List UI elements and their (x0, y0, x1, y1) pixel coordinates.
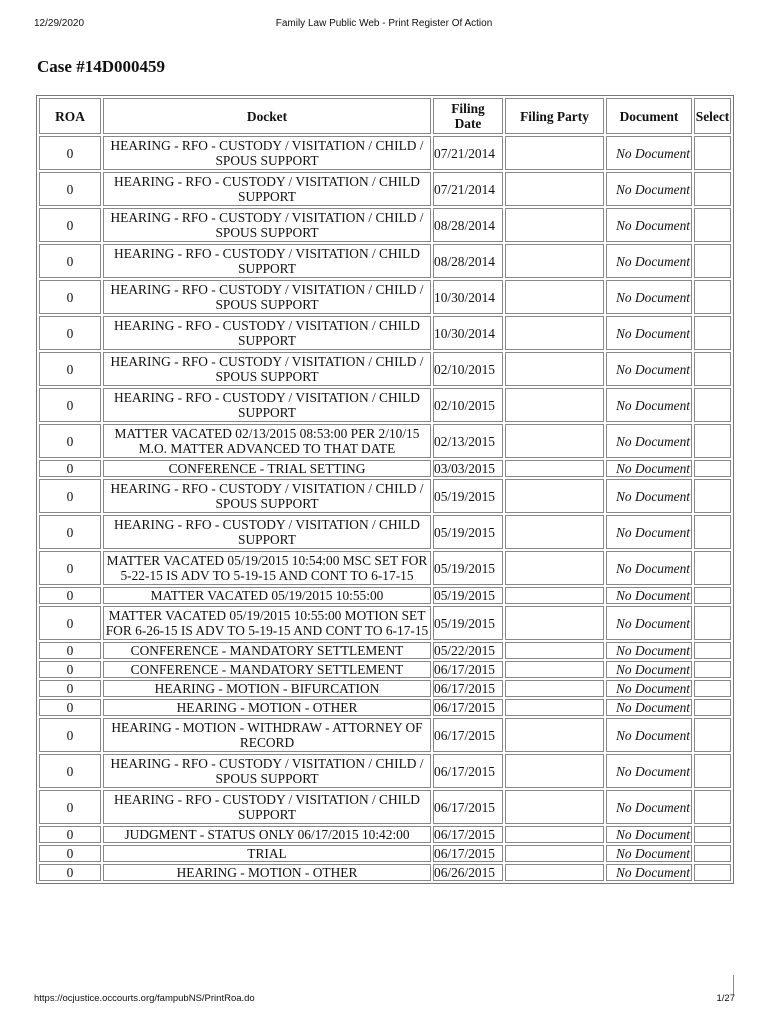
filing-party-cell (505, 136, 604, 170)
filing-date-cell: 08/28/2014 (433, 244, 503, 278)
filing-party-cell (505, 172, 604, 206)
print-header (0, 18, 768, 32)
roa-cell: 0 (39, 826, 101, 843)
table-row (39, 280, 731, 314)
filing-date-cell: 03/03/2015 (433, 460, 503, 477)
select-cell[interactable] (694, 661, 731, 678)
table-continuation-rule (733, 975, 734, 995)
filing-party-cell (505, 790, 604, 824)
document-cell: No Document (606, 699, 692, 716)
table-row (39, 316, 731, 350)
document-cell: No Document (606, 388, 692, 422)
roa-cell: 0 (39, 606, 101, 640)
filing-party-cell (505, 424, 604, 458)
filing-party-cell (505, 551, 604, 585)
document-cell: No Document (606, 352, 692, 386)
docket-cell: HEARING - RFO - CUSTODY / VISITATION / CHILD / SPOUS SUPPORT (103, 479, 431, 513)
filing-date-cell: 08/28/2014 (433, 208, 503, 242)
filing-party-cell (505, 208, 604, 242)
filing-date-cell: 05/22/2015 (433, 642, 503, 659)
filing-party-cell (505, 680, 604, 697)
table-row (39, 208, 731, 242)
docket-cell: HEARING - RFO - CUSTODY / VISITATION / CHILD SUPPORT (103, 388, 431, 422)
filing-date-cell: 06/17/2015 (433, 790, 503, 824)
select-cell[interactable] (694, 718, 731, 752)
docket-cell: HEARING - MOTION - OTHER (103, 699, 431, 716)
docket-cell: CONFERENCE - MANDATORY SETTLEMENT (103, 642, 431, 659)
docket-cell: HEARING - RFO - CUSTODY / VISITATION / CHILD SUPPORT (103, 244, 431, 278)
roa-cell: 0 (39, 718, 101, 752)
filing-party-cell (505, 388, 604, 422)
document-cell: No Document (606, 208, 692, 242)
filing-date-cell: 02/10/2015 (433, 388, 503, 422)
select-cell[interactable] (694, 515, 731, 549)
filing-date-cell: 05/19/2015 (433, 606, 503, 640)
roa-cell: 0 (39, 172, 101, 206)
filing-party-cell (505, 642, 604, 659)
document-cell: No Document (606, 642, 692, 659)
select-cell[interactable] (694, 424, 731, 458)
select-cell[interactable] (694, 244, 731, 278)
docket-cell: HEARING - MOTION - BIFURCATION (103, 680, 431, 697)
filing-party-cell (505, 845, 604, 862)
table-row (39, 424, 731, 458)
document-cell: No Document (606, 606, 692, 640)
table-row (39, 515, 731, 549)
filing-party-cell (505, 244, 604, 278)
filing-party-cell (505, 316, 604, 350)
table-row (39, 790, 731, 824)
filing-party-cell (505, 864, 604, 881)
roa-cell: 0 (39, 680, 101, 697)
print-title: Family Law Public Web - Print Register Of Action (275, 18, 493, 29)
roa-cell: 0 (39, 642, 101, 659)
filing-date-cell: 07/21/2014 (433, 136, 503, 170)
docket-cell: HEARING - RFO - CUSTODY / VISITATION / CHILD SUPPORT (103, 316, 431, 350)
table-row (39, 680, 731, 697)
filing-date-cell: 06/17/2015 (433, 699, 503, 716)
register-of-action-table (36, 95, 734, 884)
document-cell: No Document (606, 424, 692, 458)
table-row (39, 352, 731, 386)
select-cell[interactable] (694, 172, 731, 206)
filing-party-cell (505, 606, 604, 640)
document-cell: No Document (606, 316, 692, 350)
docket-cell: HEARING - RFO - CUSTODY / VISITATION / CHILD / SPOUS SUPPORT (103, 280, 431, 314)
docket-cell: HEARING - RFO - CUSTODY / VISITATION / CHILD SUPPORT (103, 172, 431, 206)
select-cell[interactable] (694, 587, 731, 604)
table-row (39, 754, 731, 788)
filing-date-cell: 10/30/2014 (433, 316, 503, 350)
select-cell[interactable] (694, 352, 731, 386)
table-row (39, 606, 731, 640)
column-header-filing-date-line2: Date (454, 116, 482, 131)
roa-cell: 0 (39, 699, 101, 716)
document-cell: No Document (606, 460, 692, 477)
docket-cell: MATTER VACATED 05/19/2015 10:54:00 MSC SET FOR 5-22-15 IS ADV TO 5-19-15 AND CONT TO 6-17-15 (103, 551, 431, 585)
roa-cell: 0 (39, 864, 101, 881)
table-row (39, 479, 731, 513)
table-row (39, 864, 731, 881)
roa-cell: 0 (39, 515, 101, 549)
filing-date-cell: 10/30/2014 (433, 280, 503, 314)
filing-party-cell (505, 280, 604, 314)
document-cell: No Document (606, 754, 692, 788)
docket-cell: HEARING - RFO - CUSTODY / VISITATION / CHILD SUPPORT (103, 790, 431, 824)
filing-date-cell: 06/17/2015 (433, 680, 503, 697)
filing-date-cell: 05/19/2015 (433, 551, 503, 585)
document-cell: No Document (606, 244, 692, 278)
case-title: Case #14D000459 (37, 57, 165, 76)
select-cell[interactable] (694, 388, 731, 422)
select-cell[interactable] (694, 551, 731, 585)
filing-party-cell (505, 699, 604, 716)
roa-cell: 0 (39, 424, 101, 458)
select-cell[interactable] (694, 699, 731, 716)
filing-party-cell (505, 754, 604, 788)
filing-date-cell: 05/19/2015 (433, 587, 503, 604)
column-header-filing-date-line1: Filing (451, 101, 485, 116)
select-cell[interactable] (694, 642, 731, 659)
roa-cell: 0 (39, 754, 101, 788)
select-cell[interactable] (694, 479, 731, 513)
document-cell: No Document (606, 515, 692, 549)
document-cell: No Document (606, 826, 692, 843)
column-header-filing-date (433, 98, 503, 134)
table-body (39, 136, 731, 881)
document-cell: No Document (606, 790, 692, 824)
column-header-document: Document (606, 98, 692, 134)
filing-date-cell: 05/19/2015 (433, 479, 503, 513)
select-cell[interactable] (694, 208, 731, 242)
docket-cell: MATTER VACATED 05/19/2015 10:55:00 MOTION SET FOR 6-26-15 IS ADV TO 5-19-15 AND CONT TO 6-17-15 (103, 606, 431, 640)
table-row (39, 136, 731, 170)
table-row (39, 244, 731, 278)
roa-cell: 0 (39, 479, 101, 513)
roa-cell: 0 (39, 460, 101, 477)
select-cell[interactable] (694, 754, 731, 788)
select-cell[interactable] (694, 826, 731, 843)
column-header-docket: Docket (103, 98, 431, 134)
filing-party-cell (505, 826, 604, 843)
filing-party-cell (505, 515, 604, 549)
column-header-roa: ROA (39, 98, 101, 134)
roa-cell: 0 (39, 208, 101, 242)
table-row (39, 826, 731, 843)
filing-party-cell (505, 479, 604, 513)
select-cell[interactable] (694, 316, 731, 350)
document-cell: No Document (606, 845, 692, 862)
document-cell: No Document (606, 661, 692, 678)
table-row (39, 718, 731, 752)
select-cell[interactable] (694, 845, 731, 862)
table-row (39, 460, 731, 477)
table-row (39, 172, 731, 206)
docket-cell: HEARING - RFO - CUSTODY / VISITATION / CHILD / SPOUS SUPPORT (103, 208, 431, 242)
page-number: 1/27 (716, 993, 735, 1004)
document-cell: No Document (606, 680, 692, 697)
filing-party-cell (505, 587, 604, 604)
filing-date-cell: 06/17/2015 (433, 845, 503, 862)
filing-date-cell: 02/10/2015 (433, 352, 503, 386)
roa-cell: 0 (39, 316, 101, 350)
roa-cell: 0 (39, 244, 101, 278)
column-header-select: Select (694, 98, 731, 134)
filing-date-cell: 02/13/2015 (433, 424, 503, 458)
roa-cell: 0 (39, 551, 101, 585)
document-cell: No Document (606, 587, 692, 604)
docket-cell: TRIAL (103, 845, 431, 862)
table-row (39, 587, 731, 604)
select-cell[interactable] (694, 280, 731, 314)
document-cell: No Document (606, 551, 692, 585)
filing-party-cell (505, 460, 604, 477)
table-header-row (39, 98, 731, 134)
table-row (39, 551, 731, 585)
select-cell[interactable] (694, 136, 731, 170)
select-cell[interactable] (694, 864, 731, 881)
page-url: https://ocjustice.occourts.org/fampubNS/PrintRoa.do (34, 993, 255, 1004)
table-row (39, 699, 731, 716)
roa-cell: 0 (39, 845, 101, 862)
filing-date-cell: 05/19/2015 (433, 515, 503, 549)
table-row (39, 388, 731, 422)
docket-cell: HEARING - RFO - CUSTODY / VISITATION / CHILD / SPOUS SUPPORT (103, 136, 431, 170)
select-cell[interactable] (694, 790, 731, 824)
filing-date-cell: 06/17/2015 (433, 754, 503, 788)
document-cell: No Document (606, 280, 692, 314)
docket-cell: MATTER VACATED 02/13/2015 08:53:00 PER 2/10/15 M.O. MATTER ADVANCED TO THAT DATE (103, 424, 431, 458)
roa-cell: 0 (39, 136, 101, 170)
filing-date-cell: 06/17/2015 (433, 826, 503, 843)
docket-cell: HEARING - RFO - CUSTODY / VISITATION / CHILD / SPOUS SUPPORT (103, 352, 431, 386)
docket-cell: JUDGMENT - STATUS ONLY 06/17/2015 10:42:00 (103, 826, 431, 843)
document-cell: No Document (606, 864, 692, 881)
docket-cell: HEARING - MOTION - WITHDRAW - ATTORNEY OF RECORD (103, 718, 431, 752)
roa-cell: 0 (39, 790, 101, 824)
filing-party-cell (505, 718, 604, 752)
roa-cell: 0 (39, 587, 101, 604)
docket-cell: HEARING - MOTION - OTHER (103, 864, 431, 881)
document-cell: No Document (606, 479, 692, 513)
roa-cell: 0 (39, 661, 101, 678)
docket-cell: HEARING - RFO - CUSTODY / VISITATION / CHILD SUPPORT (103, 515, 431, 549)
docket-cell: HEARING - RFO - CUSTODY / VISITATION / CHILD / SPOUS SUPPORT (103, 754, 431, 788)
docket-cell: MATTER VACATED 05/19/2015 10:55:00 (103, 587, 431, 604)
roa-cell: 0 (39, 352, 101, 386)
filing-date-cell: 07/21/2014 (433, 172, 503, 206)
table-row (39, 661, 731, 678)
select-cell[interactable] (694, 680, 731, 697)
document-cell: No Document (606, 718, 692, 752)
filing-date-cell: 06/26/2015 (433, 864, 503, 881)
roa-cell: 0 (39, 388, 101, 422)
docket-cell: CONFERENCE - TRIAL SETTING (103, 460, 431, 477)
print-date: 12/29/2020 (34, 18, 85, 29)
table-row (39, 845, 731, 862)
docket-cell: CONFERENCE - MANDATORY SETTLEMENT (103, 661, 431, 678)
filing-date-cell: 06/17/2015 (433, 661, 503, 678)
document-cell: No Document (606, 172, 692, 206)
column-header-filing-party: Filing Party (505, 98, 604, 134)
filing-date-cell: 06/17/2015 (433, 718, 503, 752)
filing-party-cell (505, 352, 604, 386)
filing-party-cell (505, 661, 604, 678)
select-cell[interactable] (694, 460, 731, 477)
table-row (39, 642, 731, 659)
roa-cell: 0 (39, 280, 101, 314)
document-cell: No Document (606, 136, 692, 170)
select-cell[interactable] (694, 606, 731, 640)
